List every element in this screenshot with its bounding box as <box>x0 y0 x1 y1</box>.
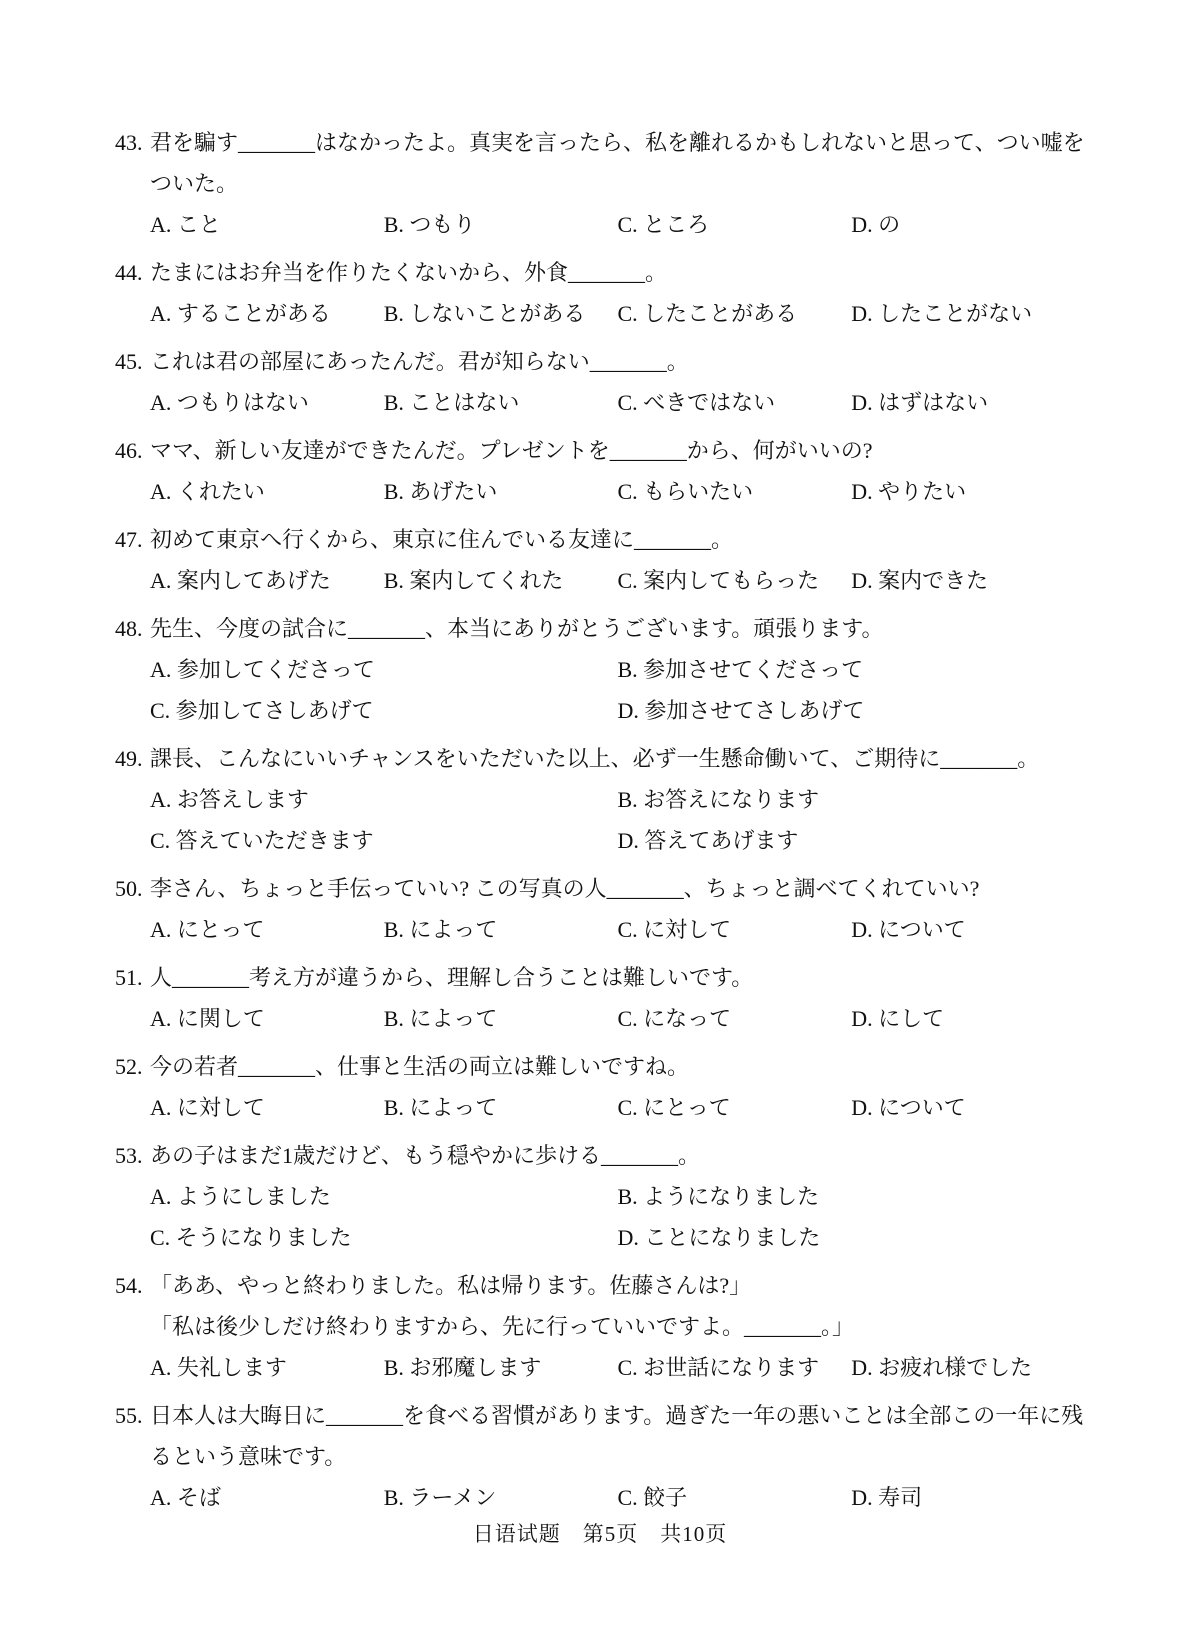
option-a: A. 案内してあげた <box>150 568 331 593</box>
option-a: A. こと <box>150 212 221 237</box>
options-row <box>150 1347 1085 1388</box>
option-b: B. つもり <box>383 212 476 237</box>
option-b: B. によって <box>383 1006 498 1031</box>
question-number: 55. <box>115 1403 143 1428</box>
option-d: D. について <box>851 917 966 942</box>
option-c: C. したことがある <box>617 301 798 326</box>
option-a: A. することがある <box>150 301 331 326</box>
option-c: C. お世話になります <box>617 1355 820 1380</box>
options-row <box>150 560 1085 601</box>
option-d: D. について <box>851 1095 966 1120</box>
question-51 <box>115 957 1085 1039</box>
question-text: ママ、新しい友達ができたんだ。プレゼントを_______から、何がいいの? <box>150 438 873 463</box>
question-number: 53. <box>115 1143 143 1168</box>
question-number: 54. <box>115 1273 143 1298</box>
option-b: B. 参加させてくださって <box>617 657 864 682</box>
option-d: D. はずはない <box>851 390 989 415</box>
option-c: C. にとって <box>617 1095 731 1120</box>
question-text: 先生、今度の試合に_______、本当にありがとうございます。頑張ります。 <box>150 616 884 641</box>
option-d: D. したことがない <box>851 301 1033 326</box>
options-row <box>150 1087 1085 1128</box>
question-43 <box>115 122 1085 245</box>
option-a: A. に対して <box>150 1095 265 1120</box>
option-b: B. ラーメン <box>383 1485 497 1510</box>
option-d: D. ことになりました <box>617 1225 821 1250</box>
option-d: D. 参加させてさしあげて <box>617 698 865 723</box>
question-text: 初めて東京へ行くから、東京に住んでいる友達に_______。 <box>150 527 734 552</box>
option-c: C. ところ <box>617 212 710 237</box>
question-53 <box>115 1135 1085 1258</box>
question-number: 45. <box>115 349 143 374</box>
question-number: 52. <box>115 1054 143 1079</box>
question-48 <box>115 608 1085 731</box>
question-text: これは君の部屋にあったんだ。君が知らない_______。 <box>150 349 689 374</box>
question-50 <box>115 868 1085 950</box>
option-c: C. 答えていただきます <box>150 828 374 853</box>
option-d: D. 答えてあげます <box>617 828 799 853</box>
option-a: A. そば <box>150 1485 221 1510</box>
option-c: C. べきではない <box>617 390 776 415</box>
question-number: 48. <box>115 616 143 641</box>
question-text: 「私は後少しだけ終わりますから、先に行っていいですよ。_______。」 <box>150 1314 855 1339</box>
options-row <box>150 1477 1085 1518</box>
options-row <box>150 471 1085 512</box>
option-a: A. つもりはない <box>150 390 309 415</box>
option-b: B. お邪魔します <box>383 1355 542 1380</box>
question-number: 46. <box>115 438 143 463</box>
option-b: B. 案内してくれた <box>383 568 564 593</box>
question-text: 日本人は大晦日に_______を食べる習慣があります。過ぎた一年の悪いことは全部この一年に残るという意味です。 <box>150 1403 1084 1469</box>
question-number: 44. <box>115 260 143 285</box>
option-a: A. くれたい <box>150 479 265 504</box>
question-55 <box>115 1395 1085 1518</box>
option-a: A. に関して <box>150 1006 265 1031</box>
option-a: A. お答えします <box>150 787 309 812</box>
option-b: B. あげたい <box>383 479 498 504</box>
option-c: C. そうになりました <box>150 1225 352 1250</box>
option-d: D. にして <box>851 1006 945 1031</box>
option-b: B. によって <box>383 1095 498 1120</box>
option-c: C. に対して <box>617 917 732 942</box>
question-text: 「ああ、やっと終わりました。私は帰ります。佐藤さんは?」 <box>150 1273 752 1298</box>
option-d: D. 案内できた <box>851 568 989 593</box>
option-d: D. お疲れ様でした <box>851 1355 1033 1380</box>
option-b: B. お答えになります <box>617 787 820 812</box>
question-number: 51. <box>115 965 143 990</box>
option-c: C. 案内してもらった <box>617 568 820 593</box>
options-row <box>150 382 1085 423</box>
option-c: C. 参加してさしあげて <box>150 698 374 723</box>
option-b: B. しないことがある <box>383 301 586 326</box>
option-a: A. 参加してくださって <box>150 657 375 682</box>
question-text: 課長、こんなにいいチャンスをいただいた以上、必ず一生懸命働いて、ご期待に_______。 <box>150 746 1040 771</box>
question-number: 49. <box>115 746 143 771</box>
options-row <box>150 909 1085 950</box>
question-text: 君を騙す_______はなかったよ。真実を言ったら、私を離れるかもしれないと思って、つい嘘をついた。 <box>150 130 1085 196</box>
question-number: 50. <box>115 876 143 901</box>
option-b: B. ことはない <box>383 390 520 415</box>
question-number: 47. <box>115 527 143 552</box>
option-d: D. やりたい <box>851 479 967 504</box>
question-49 <box>115 738 1085 861</box>
question-45 <box>115 341 1085 423</box>
option-a: A. 失礼します <box>150 1355 287 1380</box>
question-text: 今の若者_______、仕事と生活の両立は難しいですね。 <box>150 1054 690 1079</box>
question-text: たまにはお弁当を作りたくないから、外食_______。 <box>150 260 668 285</box>
option-c: C. になって <box>617 1006 732 1031</box>
options-row <box>150 1176 1085 1258</box>
options-row <box>150 204 1085 245</box>
option-d: D. 寿司 <box>851 1485 923 1510</box>
option-d: D. の <box>851 212 901 237</box>
question-46 <box>115 430 1085 512</box>
option-c: C. もらいたい <box>617 479 754 504</box>
question-number: 43. <box>115 130 143 155</box>
options-row <box>150 779 1085 861</box>
question-text: あの子はまだ1歳だけど、もう穏やかに歩ける_______。 <box>150 1143 701 1168</box>
options-row <box>150 293 1085 334</box>
options-row <box>150 649 1085 731</box>
question-54 <box>115 1265 1085 1388</box>
question-text: 李さん、ちょっと手伝っていい? この写真の人_______、ちょっと調べてくれていい? <box>150 876 980 901</box>
page-footer: 日语试题 第5页 共10页 <box>472 1522 728 1546</box>
options-row <box>150 998 1085 1039</box>
question-52 <box>115 1046 1085 1128</box>
question-text: 人_______考え方が違うから、理解し合うことは難しいです。 <box>150 965 754 990</box>
option-b: B. ようになりました <box>617 1184 820 1209</box>
question-47 <box>115 519 1085 601</box>
option-b: B. によって <box>383 917 498 942</box>
option-a: A. にとって <box>150 917 265 942</box>
question-list <box>115 122 1085 1525</box>
question-44 <box>115 252 1085 334</box>
option-c: C. 餃子 <box>617 1485 688 1510</box>
option-a: A. ようにしました <box>150 1184 331 1209</box>
